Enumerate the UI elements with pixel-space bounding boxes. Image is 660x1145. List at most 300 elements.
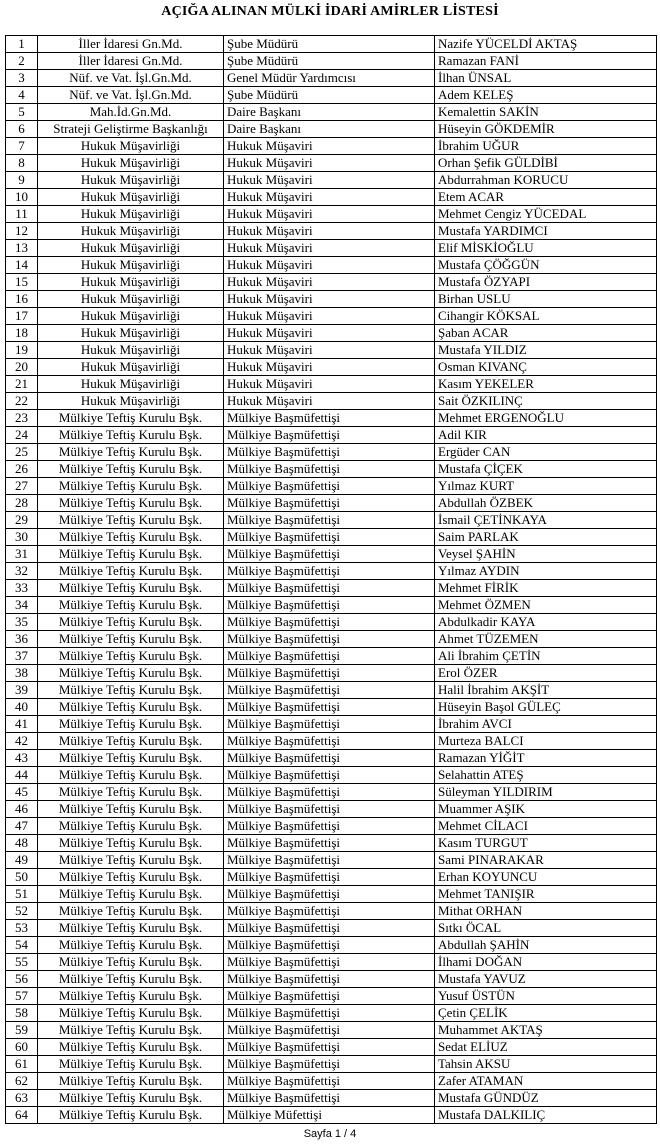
table-row: [6, 376, 657, 393]
department-cell: Mülkiye Teftiş Kurulu Bşk.: [38, 1107, 224, 1124]
department-cell: Mülkiye Teftiş Kurulu Bşk.: [38, 1073, 224, 1090]
row-number: 26: [6, 461, 38, 478]
name-cell: Mehmet ÖZMEN: [435, 597, 657, 614]
position-cell: Mülkiye Başmüfettişi: [224, 1090, 435, 1107]
row-number: 63: [6, 1090, 38, 1107]
row-number: 45: [6, 784, 38, 801]
position-cell: Mülkiye Başmüfettişi: [224, 988, 435, 1005]
table-row: [6, 665, 657, 682]
position-cell: Mülkiye Başmüfettişi: [224, 546, 435, 563]
row-number: 37: [6, 648, 38, 665]
table-row: [6, 87, 657, 104]
department-cell: Mülkiye Teftiş Kurulu Bşk.: [38, 699, 224, 716]
department-cell: Mülkiye Teftiş Kurulu Bşk.: [38, 648, 224, 665]
name-cell: Sait ÖZKILINÇ: [435, 393, 657, 410]
row-number: 18: [6, 325, 38, 342]
row-number: 32: [6, 563, 38, 580]
name-cell: Mustafa DALKILIÇ: [435, 1107, 657, 1124]
row-number: 12: [6, 223, 38, 240]
table-row: [6, 478, 657, 495]
position-cell: Hukuk Müşaviri: [224, 376, 435, 393]
table-row: [6, 1056, 657, 1073]
department-cell: Hukuk Müşavirliği: [38, 359, 224, 376]
table-row: [6, 750, 657, 767]
position-cell: Genel Müdür Yardımcısı: [224, 70, 435, 87]
department-cell: Mülkiye Teftiş Kurulu Bşk.: [38, 1039, 224, 1056]
name-cell: Süleyman YILDIRIM: [435, 784, 657, 801]
row-number: 16: [6, 291, 38, 308]
position-cell: Mülkiye Başmüfettişi: [224, 971, 435, 988]
department-cell: Mülkiye Teftiş Kurulu Bşk.: [38, 461, 224, 478]
row-number: 57: [6, 988, 38, 1005]
row-number: 47: [6, 818, 38, 835]
name-cell: Şaban ACAR: [435, 325, 657, 342]
name-cell: Tahsin AKSU: [435, 1056, 657, 1073]
name-cell: Etem ACAR: [435, 189, 657, 206]
position-cell: Hukuk Müşaviri: [224, 138, 435, 155]
row-number: 7: [6, 138, 38, 155]
table-row: [6, 954, 657, 971]
name-cell: Mustafa ÇÖĞGÜN: [435, 257, 657, 274]
row-number: 33: [6, 580, 38, 597]
department-cell: Mülkiye Teftiş Kurulu Bşk.: [38, 512, 224, 529]
position-cell: Mülkiye Başmüfettişi: [224, 954, 435, 971]
table-row: [6, 512, 657, 529]
table-row: [6, 104, 657, 121]
row-number: 50: [6, 869, 38, 886]
name-cell: Yusuf ÜSTÜN: [435, 988, 657, 1005]
table-row: [6, 257, 657, 274]
row-number: 30: [6, 529, 38, 546]
department-cell: Mülkiye Teftiş Kurulu Bşk.: [38, 818, 224, 835]
table-row: [6, 1005, 657, 1022]
department-cell: Mülkiye Teftiş Kurulu Bşk.: [38, 427, 224, 444]
department-cell: Mülkiye Teftiş Kurulu Bşk.: [38, 767, 224, 784]
name-cell: Sami PINARAKAR: [435, 852, 657, 869]
table-row: [6, 937, 657, 954]
table-row: [6, 682, 657, 699]
department-cell: Mülkiye Teftiş Kurulu Bşk.: [38, 546, 224, 563]
position-cell: Mülkiye Başmüfettişi: [224, 852, 435, 869]
table-row: [6, 240, 657, 257]
department-cell: Mülkiye Teftiş Kurulu Bşk.: [38, 529, 224, 546]
table-row: [6, 767, 657, 784]
position-cell: Mülkiye Başmüfettişi: [224, 461, 435, 478]
position-cell: Daire Başkanı: [224, 121, 435, 138]
row-number: 4: [6, 87, 38, 104]
department-cell: Hukuk Müşavirliği: [38, 155, 224, 172]
position-cell: Mülkiye Başmüfettişi: [224, 1073, 435, 1090]
department-cell: Mülkiye Teftiş Kurulu Bşk.: [38, 954, 224, 971]
position-cell: Hukuk Müşaviri: [224, 189, 435, 206]
name-cell: Mehmet ERGENOĞLU: [435, 410, 657, 427]
name-cell: Nazife YÜCELDİ AKTAŞ: [435, 36, 657, 53]
table-row: [6, 393, 657, 410]
department-cell: Mah.İd.Gn.Md.: [38, 104, 224, 121]
department-cell: Mülkiye Teftiş Kurulu Bşk.: [38, 835, 224, 852]
name-cell: Sıtkı ÖCAL: [435, 920, 657, 937]
row-number: 29: [6, 512, 38, 529]
name-cell: Mehmet CİLACI: [435, 818, 657, 835]
table-row: [6, 1073, 657, 1090]
position-cell: Mülkiye Başmüfettişi: [224, 444, 435, 461]
position-cell: Mülkiye Başmüfettişi: [224, 597, 435, 614]
name-cell: Elif MİSKİOĞLU: [435, 240, 657, 257]
department-cell: Hukuk Müşavirliği: [38, 308, 224, 325]
name-cell: Mehmet TANIŞIR: [435, 886, 657, 903]
department-cell: Hukuk Müşavirliği: [38, 257, 224, 274]
row-number: 6: [6, 121, 38, 138]
position-cell: Hukuk Müşaviri: [224, 257, 435, 274]
table-row: [6, 461, 657, 478]
position-cell: Mülkiye Başmüfettişi: [224, 733, 435, 750]
position-cell: Hukuk Müşaviri: [224, 155, 435, 172]
row-number: 15: [6, 274, 38, 291]
table-row: [6, 920, 657, 937]
name-cell: Hüseyin Başol GÜLEÇ: [435, 699, 657, 716]
position-cell: Hukuk Müşaviri: [224, 206, 435, 223]
position-cell: Hukuk Müşaviri: [224, 223, 435, 240]
name-cell: Mustafa YAVUZ: [435, 971, 657, 988]
department-cell: Mülkiye Teftiş Kurulu Bşk.: [38, 1090, 224, 1107]
position-cell: Hukuk Müşaviri: [224, 359, 435, 376]
table-row: [6, 784, 657, 801]
position-cell: Mülkiye Başmüfettişi: [224, 1056, 435, 1073]
position-cell: Mülkiye Başmüfettişi: [224, 750, 435, 767]
table-row: [6, 359, 657, 376]
name-cell: Mehmet FİRİK: [435, 580, 657, 597]
name-cell: Kasım YEKELER: [435, 376, 657, 393]
table-row: [6, 308, 657, 325]
department-cell: Mülkiye Teftiş Kurulu Bşk.: [38, 495, 224, 512]
department-cell: Mülkiye Teftiş Kurulu Bşk.: [38, 1056, 224, 1073]
department-cell: İller İdaresi Gn.Md.: [38, 53, 224, 70]
row-number: 36: [6, 631, 38, 648]
position-cell: Mülkiye Başmüfettişi: [224, 529, 435, 546]
row-number: 1: [6, 36, 38, 53]
row-number: 46: [6, 801, 38, 818]
row-number: 2: [6, 53, 38, 70]
department-cell: İller İdaresi Gn.Md.: [38, 36, 224, 53]
name-cell: Osman KIVANÇ: [435, 359, 657, 376]
department-cell: Mülkiye Teftiş Kurulu Bşk.: [38, 801, 224, 818]
row-number: 8: [6, 155, 38, 172]
row-number: 55: [6, 954, 38, 971]
department-cell: Hukuk Müşavirliği: [38, 274, 224, 291]
name-cell: Kasım TURGUT: [435, 835, 657, 852]
table-row: [6, 325, 657, 342]
name-cell: İlhan ÜNSAL: [435, 70, 657, 87]
position-cell: Mülkiye Başmüfettişi: [224, 512, 435, 529]
table-row: [6, 1022, 657, 1039]
row-number: 42: [6, 733, 38, 750]
department-cell: Mülkiye Teftiş Kurulu Bşk.: [38, 869, 224, 886]
row-number: 11: [6, 206, 38, 223]
table-row: [6, 206, 657, 223]
department-cell: Mülkiye Teftiş Kurulu Bşk.: [38, 614, 224, 631]
name-cell: Muhammet AKTAŞ: [435, 1022, 657, 1039]
department-cell: Mülkiye Teftiş Kurulu Bşk.: [38, 410, 224, 427]
name-cell: Halil İbrahim AKŞİT: [435, 682, 657, 699]
row-number: 48: [6, 835, 38, 852]
table-row: [6, 1107, 657, 1124]
table-row: [6, 648, 657, 665]
position-cell: Mülkiye Başmüfettişi: [224, 886, 435, 903]
name-cell: Mustafa YARDIMCI: [435, 223, 657, 240]
position-cell: Mülkiye Başmüfettişi: [224, 495, 435, 512]
position-cell: Mülkiye Başmüfettişi: [224, 869, 435, 886]
department-cell: Strateji Geliştirme Başkanlığı: [38, 121, 224, 138]
table-row: [6, 699, 657, 716]
department-cell: Hukuk Müşavirliği: [38, 189, 224, 206]
name-cell: Çetin ÇELİK: [435, 1005, 657, 1022]
position-cell: Mülkiye Başmüfettişi: [224, 716, 435, 733]
position-cell: Mülkiye Başmüfettişi: [224, 648, 435, 665]
table-row: [6, 444, 657, 461]
row-number: 25: [6, 444, 38, 461]
table-row: [6, 342, 657, 359]
row-number: 49: [6, 852, 38, 869]
table-row: [6, 971, 657, 988]
table-row: [6, 716, 657, 733]
officials-table-body: [6, 36, 657, 1124]
name-cell: Adem KELEŞ: [435, 87, 657, 104]
document-title: AÇIĞA ALINAN MÜLKİ İDARİ AMİRLER LİSTESİ: [161, 4, 499, 19]
name-cell: Veysel ŞAHİN: [435, 546, 657, 563]
name-cell: Mustafa ÇİÇEK: [435, 461, 657, 478]
row-number: 31: [6, 546, 38, 563]
position-cell: Mülkiye Başmüfettişi: [224, 801, 435, 818]
row-number: 14: [6, 257, 38, 274]
table-row: [6, 563, 657, 580]
table-row: [6, 580, 657, 597]
row-number: 21: [6, 376, 38, 393]
position-cell: Mülkiye Başmüfettişi: [224, 937, 435, 954]
department-cell: Hukuk Müşavirliği: [38, 342, 224, 359]
department-cell: Mülkiye Teftiş Kurulu Bşk.: [38, 580, 224, 597]
department-cell: Mülkiye Teftiş Kurulu Bşk.: [38, 886, 224, 903]
table-row: [6, 70, 657, 87]
row-number: 44: [6, 767, 38, 784]
table-row: [6, 801, 657, 818]
name-cell: Yılmaz KURT: [435, 478, 657, 495]
department-cell: Mülkiye Teftiş Kurulu Bşk.: [38, 920, 224, 937]
row-number: 22: [6, 393, 38, 410]
row-number: 23: [6, 410, 38, 427]
row-number: 27: [6, 478, 38, 495]
name-cell: İsmail ÇETİNKAYA: [435, 512, 657, 529]
position-cell: Mülkiye Başmüfettişi: [224, 580, 435, 597]
department-cell: Mülkiye Teftiş Kurulu Bşk.: [38, 733, 224, 750]
table-row: [6, 597, 657, 614]
position-cell: Hukuk Müşaviri: [224, 172, 435, 189]
table-row: [6, 121, 657, 138]
position-cell: Şube Müdürü: [224, 53, 435, 70]
page-footer: Sayfa 1 / 4: [303, 1128, 357, 1140]
position-cell: Mülkiye Başmüfettişi: [224, 903, 435, 920]
name-cell: Erol ÖZER: [435, 665, 657, 682]
position-cell: Mülkiye Başmüfettişi: [224, 1039, 435, 1056]
table-row: [6, 733, 657, 750]
row-number: 34: [6, 597, 38, 614]
officials-table: [5, 35, 657, 1124]
department-cell: Hukuk Müşavirliği: [38, 206, 224, 223]
position-cell: Mülkiye Başmüfettişi: [224, 563, 435, 580]
position-cell: Mülkiye Başmüfettişi: [224, 410, 435, 427]
name-cell: Orhan Şefik GÜLDİBİ: [435, 155, 657, 172]
name-cell: Selahattin ATEŞ: [435, 767, 657, 784]
row-number: 64: [6, 1107, 38, 1124]
department-cell: Hukuk Müşavirliği: [38, 376, 224, 393]
position-cell: Hukuk Müşaviri: [224, 342, 435, 359]
position-cell: Mülkiye Başmüfettişi: [224, 784, 435, 801]
department-cell: Mülkiye Teftiş Kurulu Bşk.: [38, 665, 224, 682]
table-row: [6, 886, 657, 903]
row-number: 28: [6, 495, 38, 512]
table-row: [6, 546, 657, 563]
department-cell: Mülkiye Teftiş Kurulu Bşk.: [38, 903, 224, 920]
table-row: [6, 53, 657, 70]
department-cell: Mülkiye Teftiş Kurulu Bşk.: [38, 563, 224, 580]
position-cell: Mülkiye Başmüfettişi: [224, 699, 435, 716]
row-number: 3: [6, 70, 38, 87]
department-cell: Hukuk Müşavirliği: [38, 138, 224, 155]
name-cell: Abdulkadir KAYA: [435, 614, 657, 631]
table-row: [6, 869, 657, 886]
table-row: [6, 189, 657, 206]
table-row: [6, 427, 657, 444]
name-cell: Mehmet Cengiz YÜCEDAL: [435, 206, 657, 223]
row-number: 13: [6, 240, 38, 257]
position-cell: Daire Başkanı: [224, 104, 435, 121]
table-row: [6, 903, 657, 920]
position-cell: Mülkiye Başmüfettişi: [224, 478, 435, 495]
row-number: 43: [6, 750, 38, 767]
name-cell: Abdullah ÖZBEK: [435, 495, 657, 512]
department-cell: Hukuk Müşavirliği: [38, 393, 224, 410]
name-cell: Sedat ELİUZ: [435, 1039, 657, 1056]
row-number: 38: [6, 665, 38, 682]
name-cell: Ramazan YİĞİT: [435, 750, 657, 767]
department-cell: Mülkiye Teftiş Kurulu Bşk.: [38, 1005, 224, 1022]
table-row: [6, 155, 657, 172]
row-number: 35: [6, 614, 38, 631]
table-row: [6, 36, 657, 53]
department-cell: Hukuk Müşavirliği: [38, 325, 224, 342]
row-number: 40: [6, 699, 38, 716]
name-cell: Yılmaz AYDIN: [435, 563, 657, 580]
row-number: 20: [6, 359, 38, 376]
name-cell: Cihangir KÖKSAL: [435, 308, 657, 325]
position-cell: Mülkiye Başmüfettişi: [224, 767, 435, 784]
row-number: 24: [6, 427, 38, 444]
row-number: 52: [6, 903, 38, 920]
row-number: 41: [6, 716, 38, 733]
department-cell: Mülkiye Teftiş Kurulu Bşk.: [38, 597, 224, 614]
table-row: [6, 274, 657, 291]
department-cell: Mülkiye Teftiş Kurulu Bşk.: [38, 784, 224, 801]
name-cell: Ahmet TÜZEMEN: [435, 631, 657, 648]
position-cell: Mülkiye Başmüfettişi: [224, 427, 435, 444]
name-cell: Mustafa YILDIZ: [435, 342, 657, 359]
name-cell: Kemalettin SAKİN: [435, 104, 657, 121]
row-number: 59: [6, 1022, 38, 1039]
row-number: 51: [6, 886, 38, 903]
position-cell: Şube Müdürü: [224, 87, 435, 104]
table-row: [6, 410, 657, 427]
table-row: [6, 1039, 657, 1056]
table-row: [6, 988, 657, 1005]
table-row: [6, 495, 657, 512]
position-cell: Mülkiye Başmüfettişi: [224, 1022, 435, 1039]
name-cell: Ergüder CAN: [435, 444, 657, 461]
table-row: [6, 835, 657, 852]
table-row: [6, 614, 657, 631]
position-cell: Hukuk Müşaviri: [224, 274, 435, 291]
position-cell: Hukuk Müşaviri: [224, 393, 435, 410]
row-number: 9: [6, 172, 38, 189]
department-cell: Mülkiye Teftiş Kurulu Bşk.: [38, 1022, 224, 1039]
position-cell: Mülkiye Başmüfettişi: [224, 1005, 435, 1022]
position-cell: Mülkiye Başmüfettişi: [224, 614, 435, 631]
department-cell: Mülkiye Teftiş Kurulu Bşk.: [38, 444, 224, 461]
row-number: 60: [6, 1039, 38, 1056]
position-cell: Hukuk Müşaviri: [224, 325, 435, 342]
name-cell: Birhan USLU: [435, 291, 657, 308]
department-cell: Mülkiye Teftiş Kurulu Bşk.: [38, 852, 224, 869]
name-cell: Hüseyin GÖKDEMİR: [435, 121, 657, 138]
department-cell: Hukuk Müşavirliği: [38, 291, 224, 308]
name-cell: Abdullah ŞAHİN: [435, 937, 657, 954]
department-cell: Mülkiye Teftiş Kurulu Bşk.: [38, 971, 224, 988]
department-cell: Nüf. ve Vat. İşl.Gn.Md.: [38, 70, 224, 87]
position-cell: Mülkiye Başmüfettişi: [224, 920, 435, 937]
name-cell: Ramazan FANİ: [435, 53, 657, 70]
department-cell: Nüf. ve Vat. İşl.Gn.Md.: [38, 87, 224, 104]
department-cell: Mülkiye Teftiş Kurulu Bşk.: [38, 750, 224, 767]
row-number: 39: [6, 682, 38, 699]
position-cell: Mülkiye Başmüfettişi: [224, 665, 435, 682]
table-row: [6, 852, 657, 869]
row-number: 10: [6, 189, 38, 206]
name-cell: Mithat ORHAN: [435, 903, 657, 920]
table-row: [6, 631, 657, 648]
position-cell: Mülkiye Başmüfettişi: [224, 835, 435, 852]
table-row: [6, 172, 657, 189]
name-cell: Mustafa ÖZYAPI: [435, 274, 657, 291]
name-cell: Saim PARLAK: [435, 529, 657, 546]
name-cell: Ali İbrahim ÇETİN: [435, 648, 657, 665]
row-number: 56: [6, 971, 38, 988]
row-number: 17: [6, 308, 38, 325]
name-cell: Muammer AŞIK: [435, 801, 657, 818]
position-cell: Hukuk Müşaviri: [224, 308, 435, 325]
department-cell: Hukuk Müşavirliği: [38, 223, 224, 240]
name-cell: İbrahim AVCI: [435, 716, 657, 733]
name-cell: Abdurrahman KORUCU: [435, 172, 657, 189]
name-cell: Murteza BALCI: [435, 733, 657, 750]
row-number: 54: [6, 937, 38, 954]
table-row: [6, 291, 657, 308]
name-cell: İbrahim UĞUR: [435, 138, 657, 155]
department-cell: Mülkiye Teftiş Kurulu Bşk.: [38, 937, 224, 954]
name-cell: Zafer ATAMAN: [435, 1073, 657, 1090]
department-cell: Hukuk Müşavirliği: [38, 240, 224, 257]
row-number: 62: [6, 1073, 38, 1090]
name-cell: Erhan KOYUNCU: [435, 869, 657, 886]
name-cell: İlhami DOĞAN: [435, 954, 657, 971]
position-cell: Hukuk Müşaviri: [224, 240, 435, 257]
